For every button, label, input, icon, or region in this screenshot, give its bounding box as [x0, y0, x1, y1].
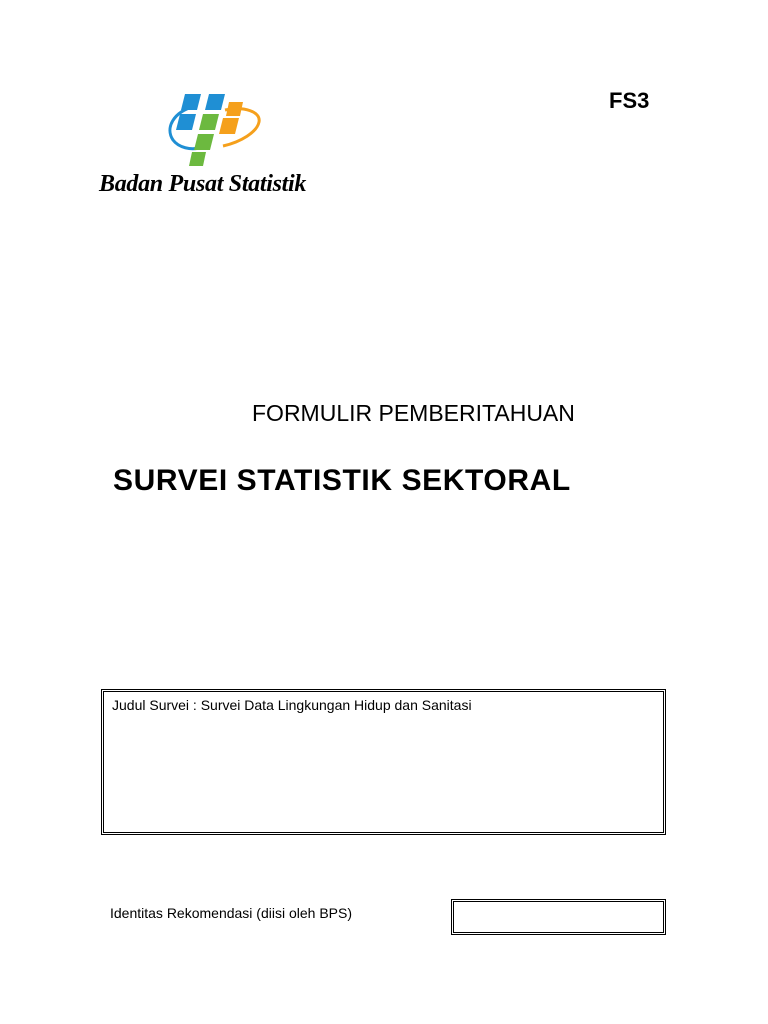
- survey-type-title: SURVEI STATISTIK SEKTORAL: [113, 464, 571, 497]
- recommendation-id-field[interactable]: [451, 899, 666, 935]
- bps-logo-icon: [165, 88, 263, 170]
- survey-title-label: Judul Survei : Survei Data Lingkungan Hidup dan Sanitasi: [112, 697, 472, 713]
- organization-name: Badan Pusat Statistik: [99, 171, 307, 197]
- form-code: FS3: [609, 88, 650, 113]
- form-type-heading: FORMULIR PEMBERITAHUAN: [252, 400, 575, 426]
- recommendation-label: Identitas Rekomendasi (diisi oleh BPS): [110, 905, 353, 921]
